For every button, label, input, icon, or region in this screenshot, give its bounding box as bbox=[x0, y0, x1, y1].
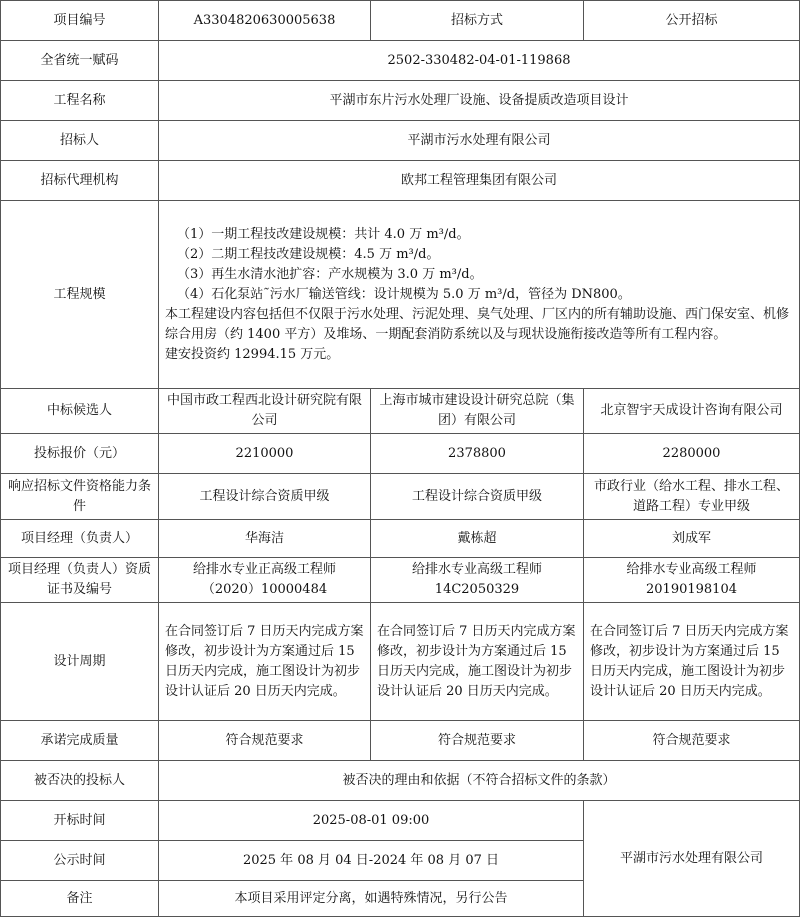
design-period-3: 在合同签订后 7 日历天内完成方案修改，初步设计为方案通过后 15 日历天内完成，施工图设计为初步设计认证后 20 日历天内完成。 bbox=[584, 603, 800, 721]
certificate-label: 项目经理（负责人）资质证书及编号 bbox=[1, 558, 159, 603]
bid-price-2: 2378800 bbox=[371, 434, 584, 474]
scale-line-5: 本工程建设内容包括但不仅限于污水处理、污泥处理、臭气处理、厂区内的所有辅助设施、西门保安室、机修综合用房（约 1400 平方）及堆场、一期配套消防系统以及与现状设施衔接改造等所有工程内容。 bbox=[165, 306, 790, 342]
agency-label: 招标代理机构 bbox=[1, 161, 159, 201]
bid-price-1: 2210000 bbox=[159, 434, 371, 474]
remarks-label: 备注 bbox=[1, 881, 159, 917]
certificate-2-number: 14C2050329 bbox=[434, 582, 520, 597]
scale-line-4: （4）石化泵站˜污水厂输送管线：设计规模为 5.0 万 m³/d，管径为 DN800。 bbox=[177, 286, 631, 302]
bid-price-label: 投标报价（元） bbox=[1, 434, 159, 474]
manager-3: 刘成军 bbox=[584, 520, 800, 558]
certificate-1-title: 给排水专业正高级工程师 bbox=[192, 562, 336, 577]
manager-1: 华海洁 bbox=[159, 520, 371, 558]
row-bid-price bbox=[1, 434, 800, 474]
publicity-time-value: 2025 年 08 月 04 日-2024 年 08 月 07 日 bbox=[159, 841, 584, 881]
project-no-label: 项目编号 bbox=[1, 1, 159, 41]
scale-line-6: 建安投资约 12994.15 万元。 bbox=[165, 346, 340, 362]
design-period-2: 在合同签订后 7 日历天内完成方案修改，初步设计为方案通过后 15 日历天内完成，施工图设计为初步设计认证后 20 日历天内完成。 bbox=[371, 603, 584, 721]
design-period-label: 设计周期 bbox=[1, 603, 159, 721]
quality-3: 符合规范要求 bbox=[584, 721, 800, 761]
row-project-no bbox=[1, 1, 800, 41]
remarks-value: 本项目采用评定分离，如遇特殊情况，另行公告 bbox=[159, 881, 584, 917]
scale-line-3: （3）再生水清水池扩容：产水规模为 3.0 万 m³/d。 bbox=[177, 266, 483, 282]
candidate-3: 北京智宇天成设计咨询有限公司 bbox=[584, 389, 800, 434]
publicity-time-label: 公示时间 bbox=[1, 841, 159, 881]
rejected-value: 被否决的理由和依据（不符合招标文件的条款） bbox=[159, 761, 800, 801]
project-name-value: 平湖市东片污水处理厂设施、设备提质改造项目设计 bbox=[159, 81, 800, 121]
qualification-1: 工程设计综合资质甲级 bbox=[159, 474, 371, 520]
certificate-2 bbox=[371, 558, 584, 603]
opening-time-label: 开标时间 bbox=[1, 801, 159, 841]
certificate-1 bbox=[159, 558, 371, 603]
row-certificate bbox=[1, 558, 800, 603]
row-rejected bbox=[1, 761, 800, 801]
tender-method-value: 公开招标 bbox=[584, 1, 800, 41]
rejected-label: 被否决的投标人 bbox=[1, 761, 159, 801]
row-tenderer bbox=[1, 121, 800, 161]
certificate-3 bbox=[584, 558, 800, 603]
quality-label: 承诺完成质量 bbox=[1, 721, 159, 761]
tenderer-value: 平湖市污水处理有限公司 bbox=[159, 121, 800, 161]
certificate-2-title: 给排水专业高级工程师 bbox=[411, 562, 542, 577]
candidates-label: 中标候选人 bbox=[1, 389, 159, 434]
qualification-2: 工程设计综合资质甲级 bbox=[371, 474, 584, 520]
row-unified-code bbox=[1, 41, 800, 81]
qualification-label: 响应招标文件资格能力条件 bbox=[1, 474, 159, 520]
manager-2: 戴栋超 bbox=[371, 520, 584, 558]
agency-value: 欧邦工程管理集团有限公司 bbox=[159, 161, 800, 201]
scale-line-1: （1）一期工程技改建设规模：共计 4.0 万 m³/d。 bbox=[177, 226, 470, 242]
tender-method-label: 招标方式 bbox=[371, 1, 584, 41]
row-opening-time bbox=[1, 801, 800, 841]
unified-code-label: 全省统一赋码 bbox=[1, 41, 159, 81]
row-quality bbox=[1, 721, 800, 761]
scale-line-2: （2）二期工程技改建设规模：4.5 万 m³/d。 bbox=[177, 246, 440, 262]
row-candidates bbox=[1, 389, 800, 434]
manager-label: 项目经理（负责人） bbox=[1, 520, 159, 558]
project-name-label: 工程名称 bbox=[1, 81, 159, 121]
candidate-1: 中国市政工程西北设计研究院有限公司 bbox=[159, 389, 371, 434]
scale-value bbox=[159, 201, 800, 389]
project-no-value: A3304820630005638 bbox=[159, 1, 371, 41]
publisher-name: 平湖市污水处理有限公司 bbox=[584, 801, 800, 917]
qualification-3: 市政行业（给水工程、排水工程、道路工程）专业甲级 bbox=[584, 474, 800, 520]
certificate-1-number: （2020）10000484 bbox=[201, 582, 328, 597]
certificate-3-number: 20190198104 bbox=[646, 582, 737, 597]
row-project-name bbox=[1, 81, 800, 121]
quality-1: 符合规范要求 bbox=[159, 721, 371, 761]
row-agency bbox=[1, 161, 800, 201]
bid-price-3: 2280000 bbox=[584, 434, 800, 474]
row-qualification bbox=[1, 474, 800, 520]
opening-time-value: 2025-08-01 09:00 bbox=[159, 801, 584, 841]
row-scale bbox=[1, 201, 800, 389]
quality-2: 符合规范要求 bbox=[371, 721, 584, 761]
certificate-3-title: 给排水专业高级工程师 bbox=[626, 562, 757, 577]
design-period-1: 在合同签订后 7 日历天内完成方案修改，初步设计为方案通过后 15 日历天内完成，施工图设计为初步设计认证后 20 日历天内完成。 bbox=[159, 603, 371, 721]
row-design-period bbox=[1, 603, 800, 721]
scale-label: 工程规模 bbox=[1, 201, 159, 389]
unified-code-value: 2502-330482-04-01-119868 bbox=[159, 41, 800, 81]
row-manager bbox=[1, 520, 800, 558]
candidate-2: 上海市城市建设设计研究总院（集团）有限公司 bbox=[371, 389, 584, 434]
tenderer-label: 招标人 bbox=[1, 121, 159, 161]
